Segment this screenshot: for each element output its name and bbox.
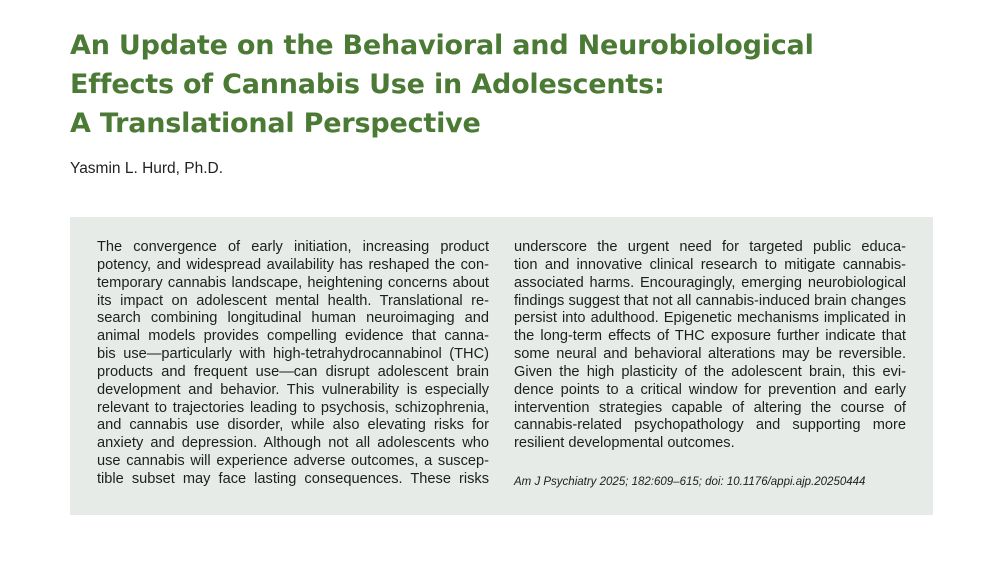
- abstract-line: its impact on adolescent mental health. Translational re-: [97, 292, 489, 309]
- abstract-line: tible subset may face lasting consequences. These risks: [97, 470, 489, 487]
- abstract-line: associated harms. Encouragingly, emerging neurobiological: [514, 274, 906, 291]
- abstract-line: resilient developmental outcomes.: [514, 435, 735, 452]
- abstract-line: potency, and widespread availability has reshaped the con-: [97, 256, 489, 273]
- abstract-line: findings suggest that not all cannabis-induced brain changes: [514, 292, 906, 309]
- abstract-line: temporary cannabis landscape, heightening concerns about: [97, 274, 489, 291]
- title-line: Effects of Cannabis Use in Adolescents:: [70, 69, 665, 100]
- abstract-line: relevant to trajectories leading to psychosis, schizophrenia,: [97, 399, 489, 416]
- abstract-line: animal models provides compelling evidence that canna-: [97, 328, 489, 345]
- abstract-line: some neural and behavioral alterations may be reversible.: [514, 346, 906, 363]
- abstract-line: tion and innovative clinical research to mitigate cannabis-: [514, 256, 906, 273]
- abstract-line: products and frequent use—can disrupt adolescent brain: [97, 363, 489, 380]
- abstract-line: anxiety and depression. Although not all adolescents who: [97, 435, 489, 452]
- abstract-left-column: [97, 239, 489, 489]
- abstract-line: and cannabis use disorder, while also elevating risks for: [97, 417, 489, 434]
- abstract-box: [70, 217, 933, 515]
- title-line: A Translational Perspective: [70, 108, 481, 139]
- abstract-line: intervention strategies capable of altering the course of: [514, 399, 906, 416]
- abstract-line: cannabis-related psychopathology and supporting more: [514, 417, 906, 434]
- abstract-line: The convergence of early initiation, increasing product: [97, 239, 489, 255]
- article-title: [70, 26, 950, 143]
- author-name: Yasmin L. Hurd, Ph.D.: [70, 160, 224, 177]
- abstract-line: the long-term effects of THC exposure further indicate that: [514, 328, 906, 345]
- abstract-right-column: [514, 239, 906, 453]
- abstract-line: development and behavior. This vulnerability is especially: [97, 381, 489, 398]
- abstract-line: dence points to a critical window for prevention and early: [514, 381, 906, 398]
- abstract-line: underscore the urgent need for targeted public educa-: [514, 239, 906, 255]
- abstract-line: persist into adulthood. Epigenetic mechanisms implicated in: [514, 310, 906, 327]
- abstract-line: search combining longitudinal human neuroimaging and: [97, 310, 489, 327]
- abstract-line: use cannabis will experience adverse outcomes, a suscep-: [97, 453, 489, 470]
- abstract-line: Given the high plasticity of the adolescent brain, this evi-: [514, 363, 906, 380]
- abstract-line: bis use—particularly with high-tetrahydrocannabinol (THC): [97, 346, 489, 363]
- title-line: An Update on the Behavioral and Neurobiological: [70, 30, 814, 61]
- citation: Am J Psychiatry 2025; 182:609–615; doi: 10.1176/appi.ajp.20250444: [514, 476, 866, 488]
